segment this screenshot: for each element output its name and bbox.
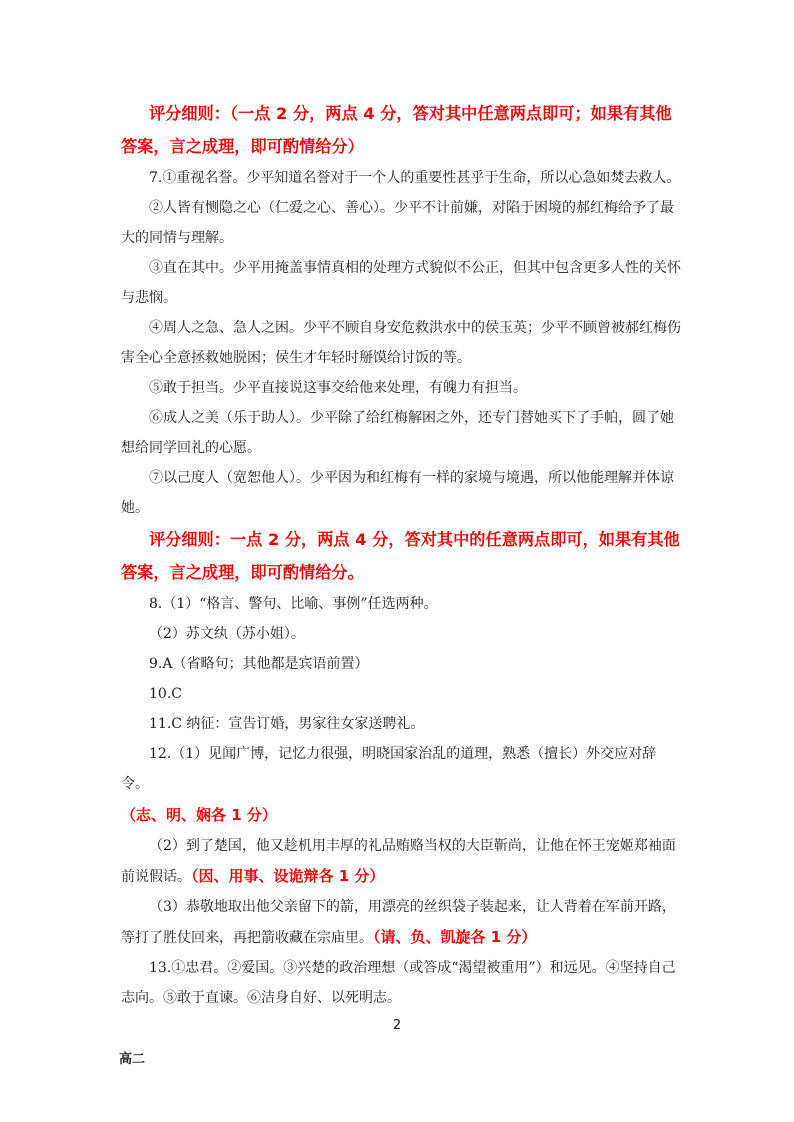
answer-7-point-6: ⑥成人之美（乐于助人）。少平除了给红梅解困之外，还专门替她买下了手帕，圆了她想给同学回礼的心愿。 (121, 410, 674, 456)
score-note: （请、负、凯旋各 1 分） (373, 928, 537, 946)
answer-8-part-1: 8.（1）“格言、警句、比喻、事例”任选两种。 (149, 596, 438, 612)
answer-7-point-5: ⑤敢于担当。少平直接说这事交给他来处理，有魄力有担当。 (149, 380, 527, 396)
answer-11: 11.C 纳征：宣告订婚，男家往女家送聘礼。 (149, 716, 425, 732)
answer-9: 9.A（省略句；其他都是宾语前置） (149, 656, 369, 672)
answer-12-part-1: 12.（1）见闻广博，记忆力很强，明晓国家治乱的道理，熟悉（擅长）外交应对辞令。 (121, 746, 657, 792)
answer-text: （3）恭敬地取出他父亲留下的箭，用漂亮的丝织袋子装起来，让人背着在军前开路，等打了胜仗回来，再把箭收藏在宗庙里。 (121, 899, 676, 946)
answer-7-point-4: ④周人之急、急人之困。少平不顾自身安危救洪水中的侯玉英；少平不顾曾被郝红梅伤害全心全意拯救她脱困；侯生才年轻时掰馍给讨饭的等。 (121, 320, 681, 366)
scoring-rubric: 评分细则：（一点 2 分，两点 4 分，答对其中任意两点即可；如果有其他答案，言之成理，即可酌情给分） (121, 104, 672, 156)
answer-8-part-2: （2）苏文纨（苏小姐）。 (149, 626, 305, 642)
score-note: （因、用事、设诡辩各 1 分） (191, 867, 385, 885)
score-note: （志、明、娴各 1 分） (121, 806, 277, 824)
answer-key (121, 97, 681, 1013)
answer-7-point-2: ②人皆有恻隐之心（仁爱之心、善心）。少平不计前嫌，对陷于困境的郝红梅给予了最大的同情与理解。 (121, 200, 674, 246)
answer-12-part-3 (121, 892, 681, 953)
scoring-rubric: 评分细则：一点 2 分，两点 4 分，答对其中的任意两点即可，如果有其他答案，言之成理，即可酌情给分。 (121, 530, 680, 582)
answer-10: 10.C (149, 686, 182, 702)
answer-7-point-3: ③直在其中。少平用掩盖事情真相的处理方式貌似不公正，但其中包含更多人性的关怀与悲悯。 (121, 260, 681, 306)
page-number: 2 (392, 1018, 402, 1033)
answer-13: 13.①忠君。②爱国。③兴楚的政治理想（或答成“渴望被重用”）和远见。④坚持自己志向。⑤敢于直谏。⑥洁身自好、以死明志。 (121, 960, 676, 1006)
answer-7-point-7: ⑦以己度人（宽恕他人）。少平因为和红梅有一样的家境与境遇，所以他能理解并体谅她。 (121, 470, 674, 516)
footer-label: 高二 (119, 1052, 146, 1067)
answer-12-part-2 (121, 831, 681, 892)
answer-7-point-1: 7.①重视名誉。少平知道名誉对于一个人的重要性甚乎于生命，所以心急如焚去救人。 (149, 170, 681, 186)
answer-text: （2）到了楚国，他又趁机用丰厚的礼品贿赂当权的大臣靳尚，让他在怀王宠姬郑袖面前说假话。 (121, 838, 676, 885)
